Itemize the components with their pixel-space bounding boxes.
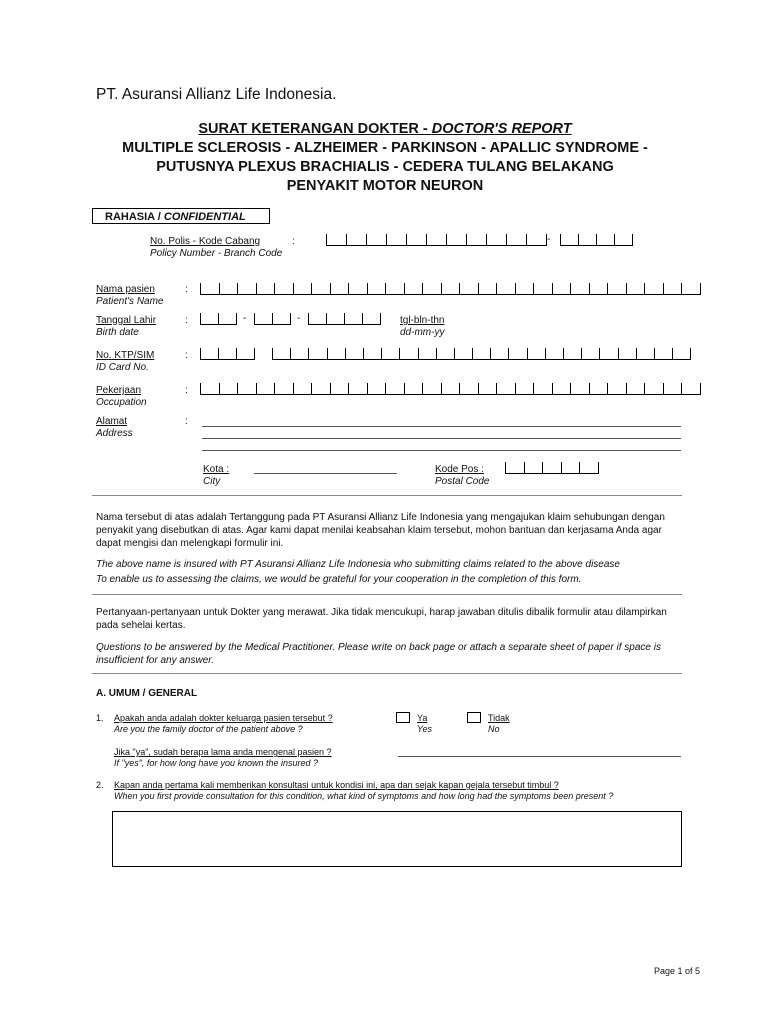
id-prefix-boxes[interactable] [200,348,255,360]
birth-year-boxes[interactable] [308,313,381,325]
q1-number: 1. [96,713,104,723]
disease-list-2: PUTUSNYA PLEXUS BRACHIALIS - CEDERA TULANG BELAKANG [156,159,614,175]
birth-month-boxes[interactable] [254,313,291,325]
q2-number: 2. [96,780,104,790]
address-line-1[interactable] [202,426,681,427]
disease-list-1: MULTIPLE SCLEROSIS - ALZHEIMER - PARKINSON - APALLIC SYNDROME - [122,140,648,156]
address-line-2[interactable] [202,438,681,439]
q1-yes-label: Ya Yes [417,713,433,734]
address-line-3[interactable] [202,450,681,451]
date-format: tgl-bln-thn dd-mm-yy [400,315,445,338]
q1-text: Apakah anda adalah dokter keluarga pasien tersebut ? Are you the family doctor of the patient above ? [114,713,333,734]
id-card-label: No. KTP/SIM ID Card No. [96,350,155,373]
birth-date-label: Tanggal Lahir Birth date [96,315,157,338]
occupation-label: Pekerjaan Occupation [96,385,147,408]
birth-day-boxes[interactable] [200,313,237,325]
q1-followup-field[interactable] [398,756,681,757]
intro-english-2: To enable us to assessing the claims, we would be grateful for your cooperation in the completion of this form. [96,574,582,585]
postal-label: Kode Pos : Postal Code [435,464,490,487]
address-label: Alamat Address [96,416,133,439]
intro-indonesian: Nama tersebut di atas adalah Tertanggung pada PT Asuransi Allianz Life Indonesia yang mengajukan klaim sehubungan dengan penyakit yang disebutkan di atas. Agar kami dapat menilai keabsahan klaim tersebut, mohon bantuan dan kerjasama Anda agar dapat mengisi dan melengkapi formulir ini. [96,512,665,549]
q1-no-checkbox[interactable] [467,712,481,723]
divider [92,594,682,595]
id-number-boxes[interactable] [272,348,691,360]
questions-indonesian: Pertanyaan-pertanyaan untuk Dokter yang merawat. Jika tidak mencukupi, harap jawaban ditulis dibalik formulir atau dilampirkan pada sehelai kertas. [96,607,667,631]
section-a-heading: A. UMUM / GENERAL [96,688,198,699]
postal-code-boxes[interactable] [505,462,599,474]
company-name: PT. Asuransi Allianz Life Indonesia. [96,86,337,103]
q1-yes-checkbox[interactable] [396,712,410,723]
divider [92,495,682,496]
page-number: Page 1 of 5 [654,966,701,976]
patient-name-label: Nama pasien Patient's Name [96,284,164,307]
disease-list-3: PENYAKIT MOTOR NEURON [286,178,484,194]
q1-no-label: Tidak No [488,713,510,734]
policy-label: No. Polis - Kode Cabang Policy Number - Branch Code [150,236,283,259]
intro-english-1: The above name is insured with PT Asuransi Allianz Life Indonesia who submitting claims related to the above disease [96,559,620,570]
occupation-boxes[interactable] [200,383,701,395]
q2-text: Kapan anda pertama kali memberikan konsultasi untuk kondisi ini, apa dan sejak kapan gejala tersebut timbul ? When you first provide consultation for this condition, what kind of symptoms and how long had the symptoms been present ? [114,780,614,801]
form-title: SURAT KETERANGAN DOKTER - DOCTOR'S REPORT [198,121,572,137]
patient-name-boxes[interactable] [200,283,701,295]
q2-answer-box[interactable] [112,811,682,867]
q1-followup-text: Jika "ya", sudah berapa lama anda mengenal pasien ? If "yes", for how long have you known the insured ? [114,747,332,768]
city-field[interactable] [254,473,397,474]
questions-english: Questions to be answered by the Medical Practitioner. Please write on back page or attach a separate sheet of paper if space is insufficient for any answer. [96,642,661,666]
confidential-badge: RAHASIA / CONFIDENTIAL [92,208,270,224]
branch-code-boxes[interactable] [560,234,633,246]
policy-number-boxes[interactable] [326,234,547,246]
divider [92,673,682,674]
city-label: Kota : City [203,464,230,487]
